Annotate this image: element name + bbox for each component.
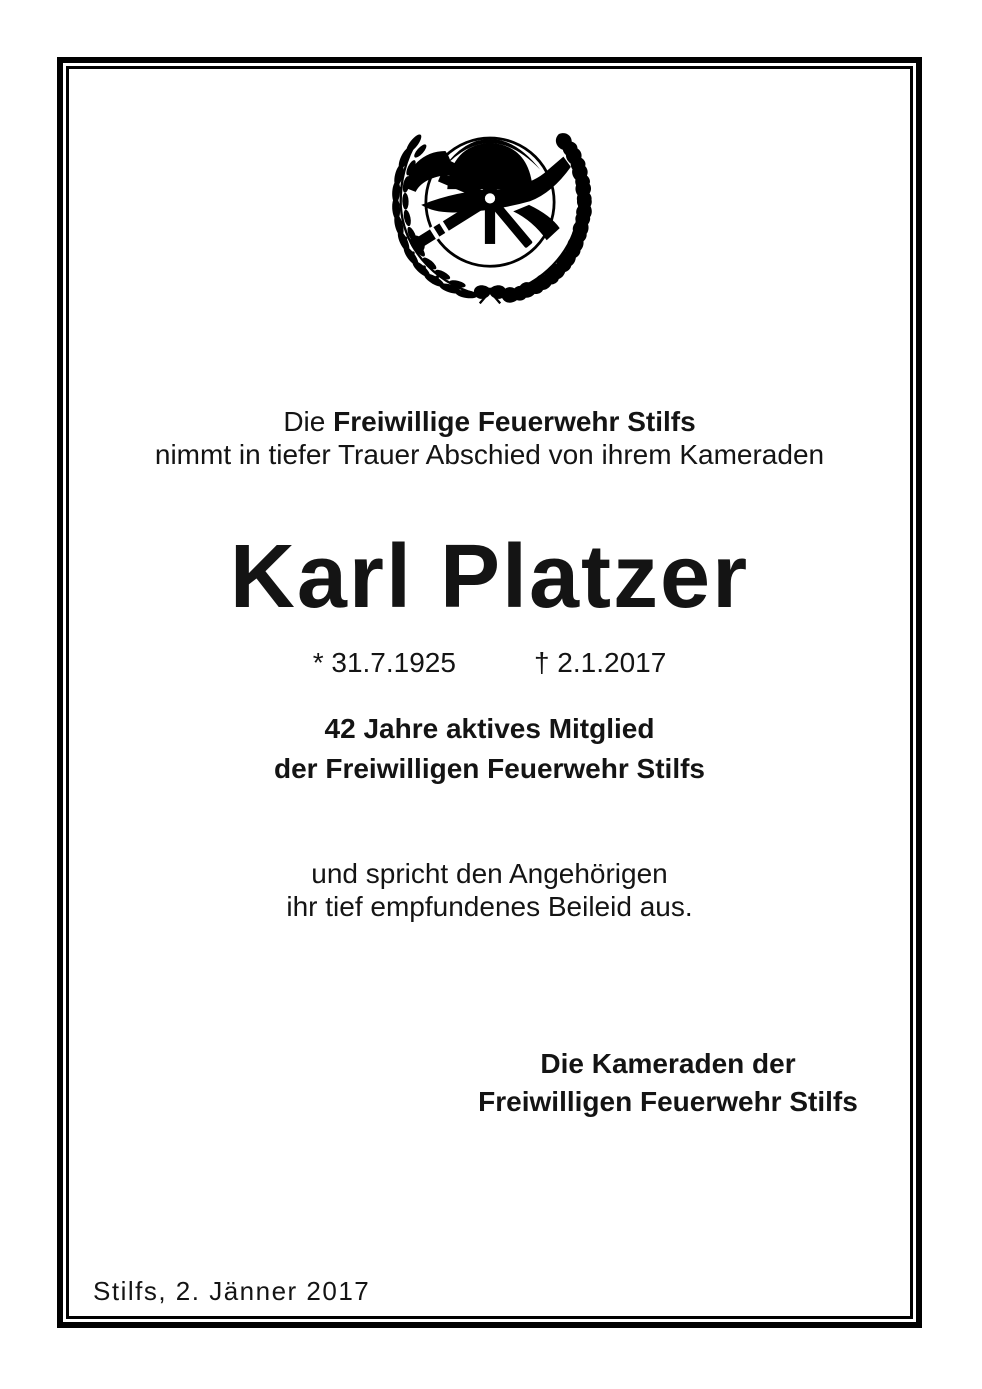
membership-line-2: der Freiwilligen Feuerwehr Stilfs	[274, 753, 705, 784]
intro-organization: Freiwillige Feuerwehr Stilfs	[333, 406, 696, 437]
signature-line-2: Freiwilligen Feuerwehr Stilfs	[478, 1086, 858, 1117]
signature-line-1: Die Kameraden der	[540, 1048, 796, 1079]
intro-line-2: nimmt in tiefer Trauer Abschied von ihrem Kameraden	[154, 439, 825, 470]
condolence-lines	[69, 857, 910, 923]
inner-border	[66, 66, 913, 1319]
life-dates	[69, 647, 910, 679]
outer-border	[57, 57, 922, 1328]
death-date: † 2.1.2017	[533, 647, 667, 678]
condolence-line-1: und spricht den Angehörigen	[311, 858, 668, 889]
deceased-name: Karl Platzer	[229, 527, 750, 627]
intro-lines	[69, 405, 910, 471]
membership-line-1: 42 Jahre aktives Mitglied	[324, 713, 655, 744]
intro-line-1	[69, 405, 910, 438]
membership-lines	[69, 709, 910, 789]
fire-brigade-emblem-icon	[69, 125, 910, 314]
intro-prefix: Die	[283, 406, 334, 437]
condolence-line-2: ihr tief empfundenes Beileid aus.	[286, 891, 693, 922]
birth-date: * 31.7.1925	[312, 647, 456, 678]
place-and-date: Stilfs, 2. Jänner 2017	[93, 1276, 371, 1306]
signature-block	[458, 1045, 878, 1121]
